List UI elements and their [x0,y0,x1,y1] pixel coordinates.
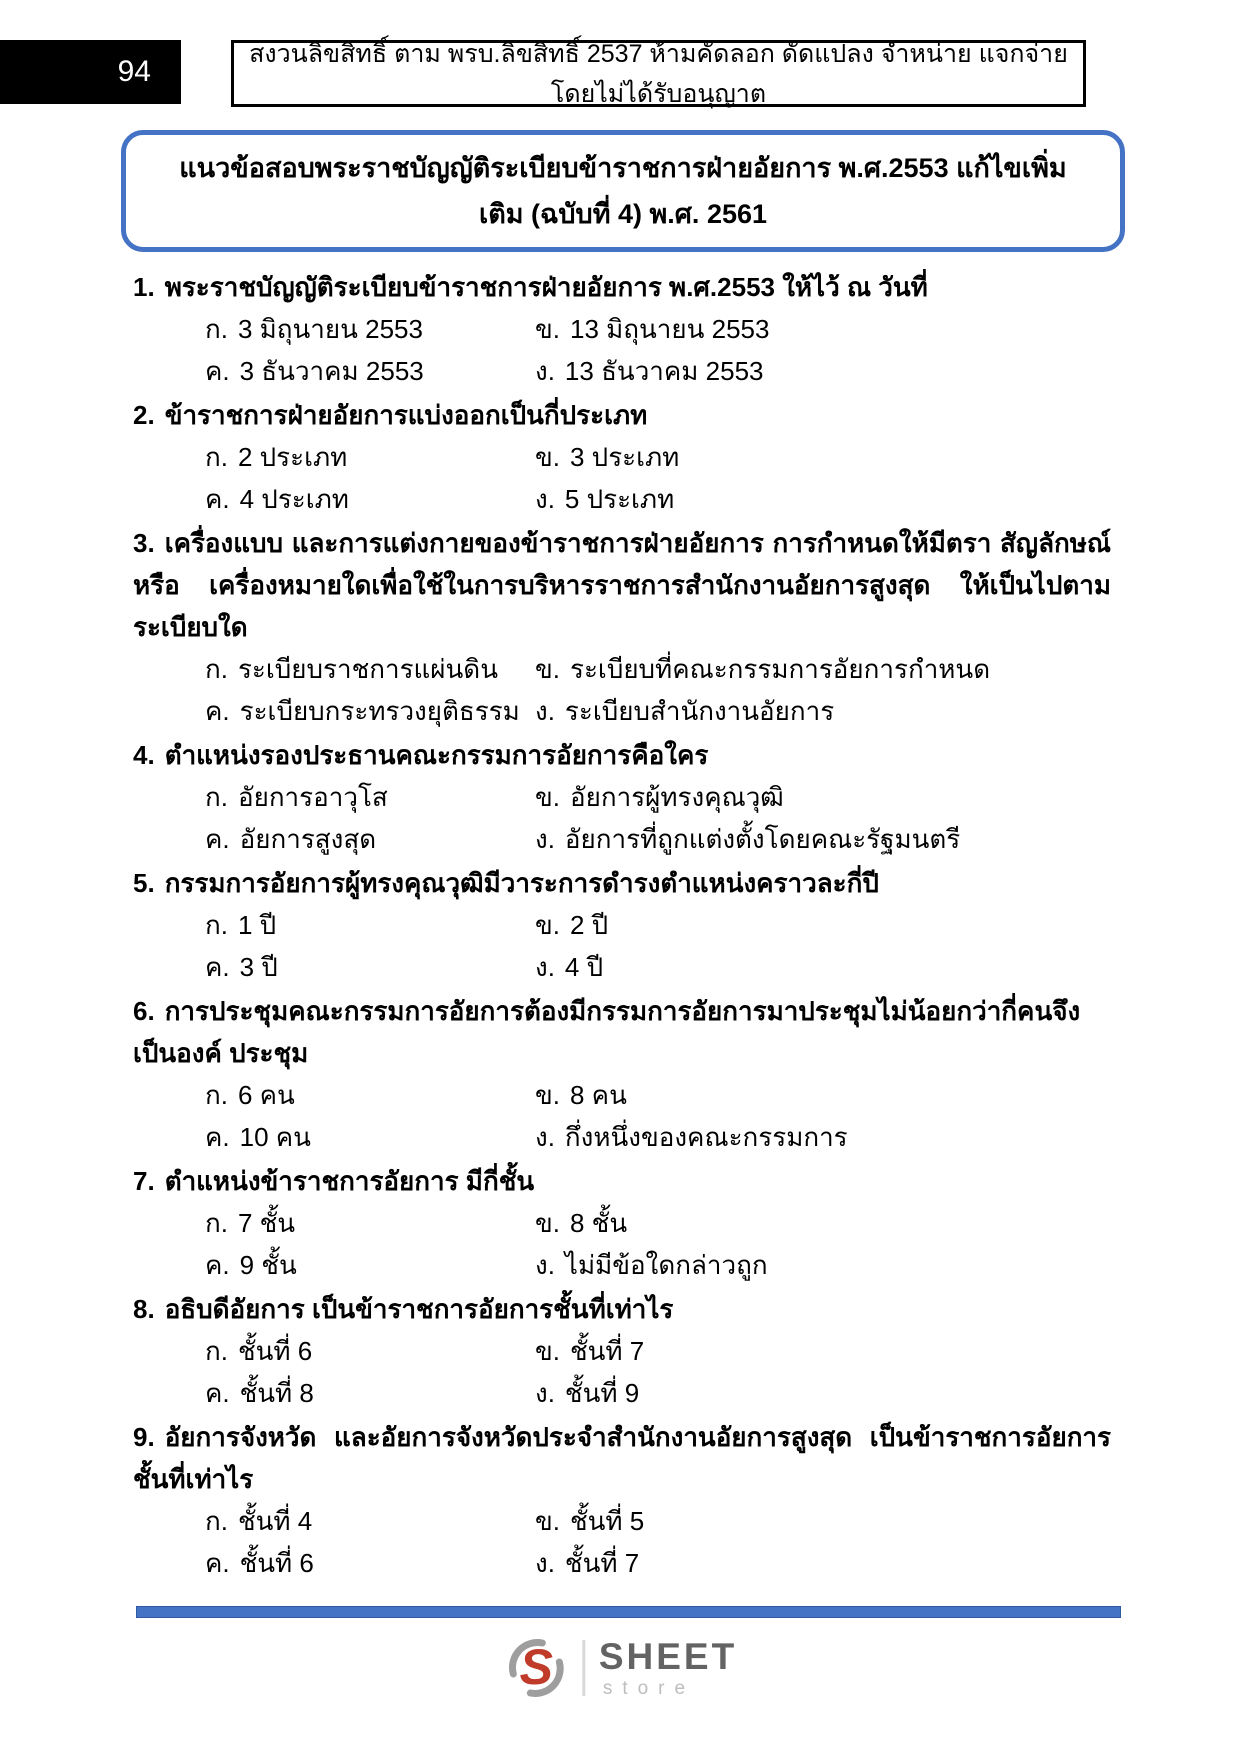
choice-option [535,1074,1111,1116]
choice-text: ระเบียบราชการแผ่นดิน [237,654,498,684]
question-number: 3. [133,528,155,558]
question-number: 1. [133,272,155,302]
choice-text: ระเบียบสำนักงานอัยการ [564,696,835,726]
choice-option [205,1542,535,1584]
choice-label: ข. [535,654,560,684]
question-body: อธิบดีอัยการ เป็นข้าราชการอัยการชั้นที่เท่าไร [164,1294,674,1324]
choice-option [205,308,535,350]
choice-text: 13 ธันวาคม 2553 [564,356,764,386]
question-text [133,862,1111,904]
choice-text: 7 ชั้น [237,1208,296,1238]
questions-list [133,266,1111,1586]
choice-text: ชั้นที่ 5 [570,1506,645,1536]
choice-label: ก. [205,1506,228,1536]
choice-label: ค. [205,952,230,982]
choice-option [205,946,535,988]
choice-text: อัยการอาวุโส [237,782,388,812]
footer-divider-bar [136,1606,1121,1618]
choice-label: ง. [535,1122,555,1152]
brand-name: SHEET [598,1636,738,1677]
copyright-notice-box [231,40,1086,107]
choice-option [535,1202,1111,1244]
choice-option [535,904,1111,946]
choice-text: 8 ชั้น [570,1208,628,1238]
choice-text: ชั้นที่ 9 [564,1378,640,1408]
question-number: 2. [133,400,155,430]
choices-grid [133,776,1111,860]
choice-label: ค. [205,356,230,386]
choices-grid [133,308,1111,392]
choice-label: ค. [205,1250,230,1280]
logo-letter: S [519,1639,553,1695]
question-number: 9. [133,1422,155,1452]
choice-option [535,648,1111,690]
question-text [133,1160,1111,1202]
choice-label: ค. [205,1548,230,1578]
question-text [133,394,1111,436]
choice-text: ชั้นที่ 7 [570,1336,645,1366]
question-body: การประชุมคณะกรรมการอัยการต้องมีกรรมการอัยการมาประชุมไม่น้อยกว่ากี่คนจึงเป็นองค์ ประชุม [133,996,1081,1068]
choice-text: กึ่งหนึ่งของคณะกรรมการ [564,1122,848,1152]
choices-grid [133,1202,1111,1286]
choice-option [535,946,1111,988]
choice-text: ชั้นที่ 6 [237,1336,313,1366]
exam-title-box [121,130,1125,252]
choice-label: ง. [535,1378,555,1408]
question-text [133,1288,1111,1330]
choice-option [205,1202,535,1244]
question-body: เครื่องแบบ และการแต่งกายของข้าราชการฝ่ายอัยการ การกำหนดให้มีตรา สัญลักษณ์ หรือ เครื่องหมายใดเพื่อใช้ในการบริหารราชการสำนักงานอัยการสูงสุด ให้เป็นไปตามระเบียบใด [133,528,1111,642]
question-block [133,522,1111,732]
question-text [133,522,1111,648]
choice-label: ก. [205,782,228,812]
question-number: 8. [133,1294,155,1324]
choice-label: ง. [535,1548,555,1578]
question-text [133,734,1111,776]
choice-label: ค. [205,696,230,726]
brand-block [599,1638,737,1698]
brand-subtitle: store [602,1678,696,1699]
choice-text: 2 ประเภท [237,442,348,472]
choice-label: ค. [205,1122,230,1152]
choice-option [535,690,1111,732]
choice-text: ไม่มีข้อใดกล่าวถูก [564,1250,768,1280]
question-body: พระราชบัญญัติระเบียบข้าราชการฝ่ายอัยการ พ.ศ.2553 ให้ไว้ ณ วันที่ [164,272,928,302]
question-number: 7. [133,1166,155,1196]
choice-option [535,818,1111,860]
choice-label: ข. [535,314,560,344]
choice-option [205,690,535,732]
question-block [133,734,1111,860]
choice-text: 10 คน [239,1122,311,1152]
choice-text: 2 ปี [570,910,609,940]
question-block [133,1416,1111,1584]
choice-text: 3 ปี [239,952,278,982]
question-block [133,1288,1111,1414]
choice-option [535,436,1111,478]
choice-option [535,1330,1111,1372]
question-block [133,862,1111,988]
choice-text: ชั้นที่ 6 [239,1548,314,1578]
choice-option [205,478,535,520]
question-number: 6. [133,996,155,1026]
choice-label: ง. [535,484,555,514]
choice-text: 6 คน [237,1080,295,1110]
choices-grid [133,648,1111,732]
choice-option [535,1116,1111,1158]
copyright-text: สงวนลิขสิทธิ์ ตาม พรบ.ลิขสิทธิ์ 2537 ห้ามคัดลอก ดัดแปลง จำหน่าย แจกจ่าย โดยไม่ได้รับอนุญาต [249,39,1068,108]
choice-label: ก. [205,1080,228,1110]
choice-option [535,776,1111,818]
choices-grid [133,1500,1111,1584]
choice-option [205,1116,535,1158]
choice-label: ง. [535,1250,555,1280]
choice-text: อัยการผู้ทรงคุณวุฒิ [570,782,784,812]
question-number: 4. [133,740,155,770]
question-body: ข้าราชการฝ่ายอัยการแบ่งออกเป็นกี่ประเภท [164,400,648,430]
choice-option [205,350,535,392]
choice-option [205,1372,535,1414]
choice-label: ก. [205,910,228,940]
choice-option [205,1074,535,1116]
question-body: กรรมการอัยการผู้ทรงคุณวุฒิมีวาระการดำรงตำแหน่งคราวละกี่ปี [164,868,879,898]
choice-text: อัยการที่ถูกแต่งตั้งโดยคณะรัฐมนตรี [564,824,961,854]
choice-label: ค. [205,1378,230,1408]
choice-option [535,1244,1111,1286]
choice-text: ระเบียบที่คณะกรรมการอัยการกำหนด [570,654,991,684]
choices-grid [133,904,1111,988]
sheet-store-logo [504,1636,737,1700]
question-text [133,1416,1111,1500]
page-number: 94 [117,55,151,88]
choice-label: ข. [535,1080,560,1110]
choices-grid [133,1074,1111,1158]
choice-option [205,1330,535,1372]
choice-text: 1 ปี [237,910,277,940]
question-block [133,266,1111,392]
choice-label: ข. [535,442,560,472]
question-block [133,1160,1111,1286]
choice-text: อัยการสูงสุด [239,824,377,854]
choice-text: ชั้นที่ 8 [239,1378,314,1408]
question-block [133,990,1111,1158]
question-body: ตำแหน่งรองประธานคณะกรรมการอัยการคือใคร [164,740,709,770]
choice-option [205,818,535,860]
choice-label: ค. [205,484,230,514]
choice-option [535,478,1111,520]
choice-option [535,308,1111,350]
choice-text: 3 ธันวาคม 2553 [239,356,424,386]
choice-text: 3 มิถุนายน 2553 [237,314,423,344]
choice-text: ระเบียบกระทรวงยุติธรรม [239,696,520,726]
choice-option [535,1542,1111,1584]
choices-grid [133,1330,1111,1414]
choice-label: ก. [205,1336,228,1366]
choice-option [205,1500,535,1542]
choice-label: ง. [535,356,555,386]
choice-text: ชั้นที่ 4 [237,1506,313,1536]
logo-divider [582,1640,585,1696]
choice-option [205,776,535,818]
choice-label: ค. [205,824,230,854]
choice-label: ง. [535,824,555,854]
choice-option [535,350,1111,392]
question-text [133,266,1111,308]
question-body: ตำแหน่งข้าราชการอัยการ มีกี่ชั้น [164,1166,535,1196]
choice-text: 8 คน [570,1080,627,1110]
choice-label: ก. [205,654,228,684]
question-block [133,394,1111,520]
choice-option [205,436,535,478]
choices-grid [133,436,1111,520]
choice-label: ข. [535,1506,560,1536]
choice-label: ก. [205,442,228,472]
choice-option [205,1244,535,1286]
choice-text: 5 ประเภท [564,484,675,514]
choice-label: ข. [535,782,560,812]
choice-label: ก. [205,1208,228,1238]
choice-label: ง. [535,952,555,982]
choice-label: ข. [535,1208,560,1238]
choice-label: ข. [535,1336,560,1366]
choice-option [205,904,535,946]
choice-option [535,1372,1111,1414]
choice-label: ข. [535,910,560,940]
choice-text: 4 ประเภท [239,484,349,514]
choice-text: 4 ปี [564,952,604,982]
page-number-box [0,40,181,104]
exam-title: แนวข้อสอบพระราชบัญญัติระเบียบข้าราชการฝ่ายอัยการ พ.ศ.2553 แก้ไขเพิ่มเติม (ฉบับที่ 4) พ.ศ. 2561 [179,153,1067,229]
choice-text: 3 ประเภท [570,442,680,472]
question-number: 5. [133,868,155,898]
choice-label: ง. [535,696,555,726]
choice-text: 13 มิถุนายน 2553 [570,314,770,344]
choice-text: ชั้นที่ 7 [564,1548,640,1578]
choice-label: ก. [205,314,228,344]
choice-option [205,648,535,690]
question-text [133,990,1111,1074]
question-body: อัยการจังหวัด และอัยการจังหวัดประจำสำนักงานอัยการสูงสุด เป็นข้าราชการอัยการชั้นที่เท่าไร [133,1422,1111,1494]
choice-text: 9 ชั้น [239,1250,297,1280]
sheet-logo-icon [504,1636,568,1700]
choice-option [535,1500,1111,1542]
